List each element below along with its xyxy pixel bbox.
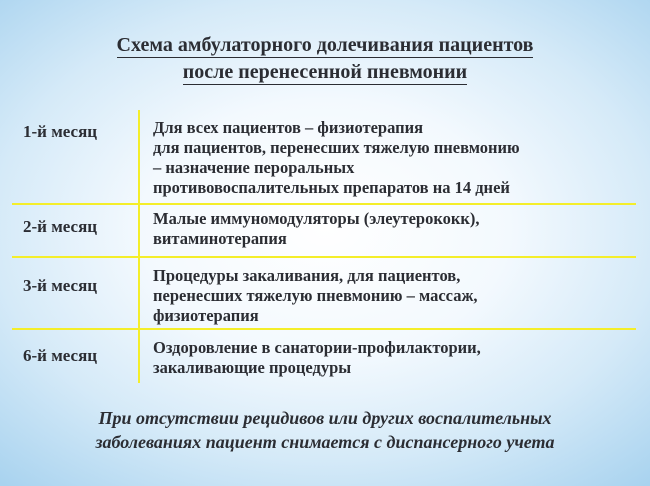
row-separator-1 — [12, 203, 636, 205]
footer-note — [0, 406, 650, 454]
row-desc-4 — [153, 338, 643, 378]
row-desc-2 — [153, 209, 643, 249]
schedule-table — [0, 96, 650, 384]
row-4-line-1: Оздоровление в санатории-профилактории, — [153, 338, 481, 357]
title-line-2: после перенесенной пневмонии — [182, 61, 468, 83]
row-3-line-2: перенесших тяжелую пневмонию – массаж, — [153, 286, 478, 305]
row-2-line-1: Малые иммуномодуляторы (элеутерококк), — [153, 209, 480, 228]
row-1-line-1: Для всех пациентов – физиотерапия — [153, 118, 424, 137]
row-desc-3 — [153, 266, 643, 326]
column-divider — [138, 110, 140, 383]
row-1-line-4: противовоспалительных препаратов на 14 дней — [153, 178, 510, 197]
row-1-line-2: для пациентов, перенесших тяжелую пневмонию — [153, 138, 520, 157]
title-line-1: Схема амбулаторного долечивания пациентов — [116, 34, 534, 56]
row-month-4: 6-й месяц — [23, 346, 98, 365]
row-2-line-2: витаминотерапия — [153, 229, 287, 248]
row-month-2: 2-й месяц — [23, 217, 98, 236]
row-desc-1 — [153, 118, 643, 198]
row-3-line-3: физиотерапия — [153, 306, 259, 325]
page-title — [0, 32, 650, 86]
row-3-line-1: Процедуры закаливания, для пациентов, — [153, 266, 461, 285]
row-1-line-3: – назначение пероральных — [153, 158, 355, 177]
row-month-3: 3-й месяц — [23, 276, 98, 295]
row-4-line-2: закаливающие процедуры — [153, 358, 352, 377]
row-separator-3 — [12, 328, 636, 330]
footer-line-1: При отсутствии рецидивов или других воспалительных — [98, 408, 552, 428]
row-separator-2 — [12, 256, 636, 258]
footer-line-2: заболеваниях пациент снимается с диспансерного учета — [95, 432, 555, 452]
row-month-1: 1-й месяц — [23, 122, 98, 141]
